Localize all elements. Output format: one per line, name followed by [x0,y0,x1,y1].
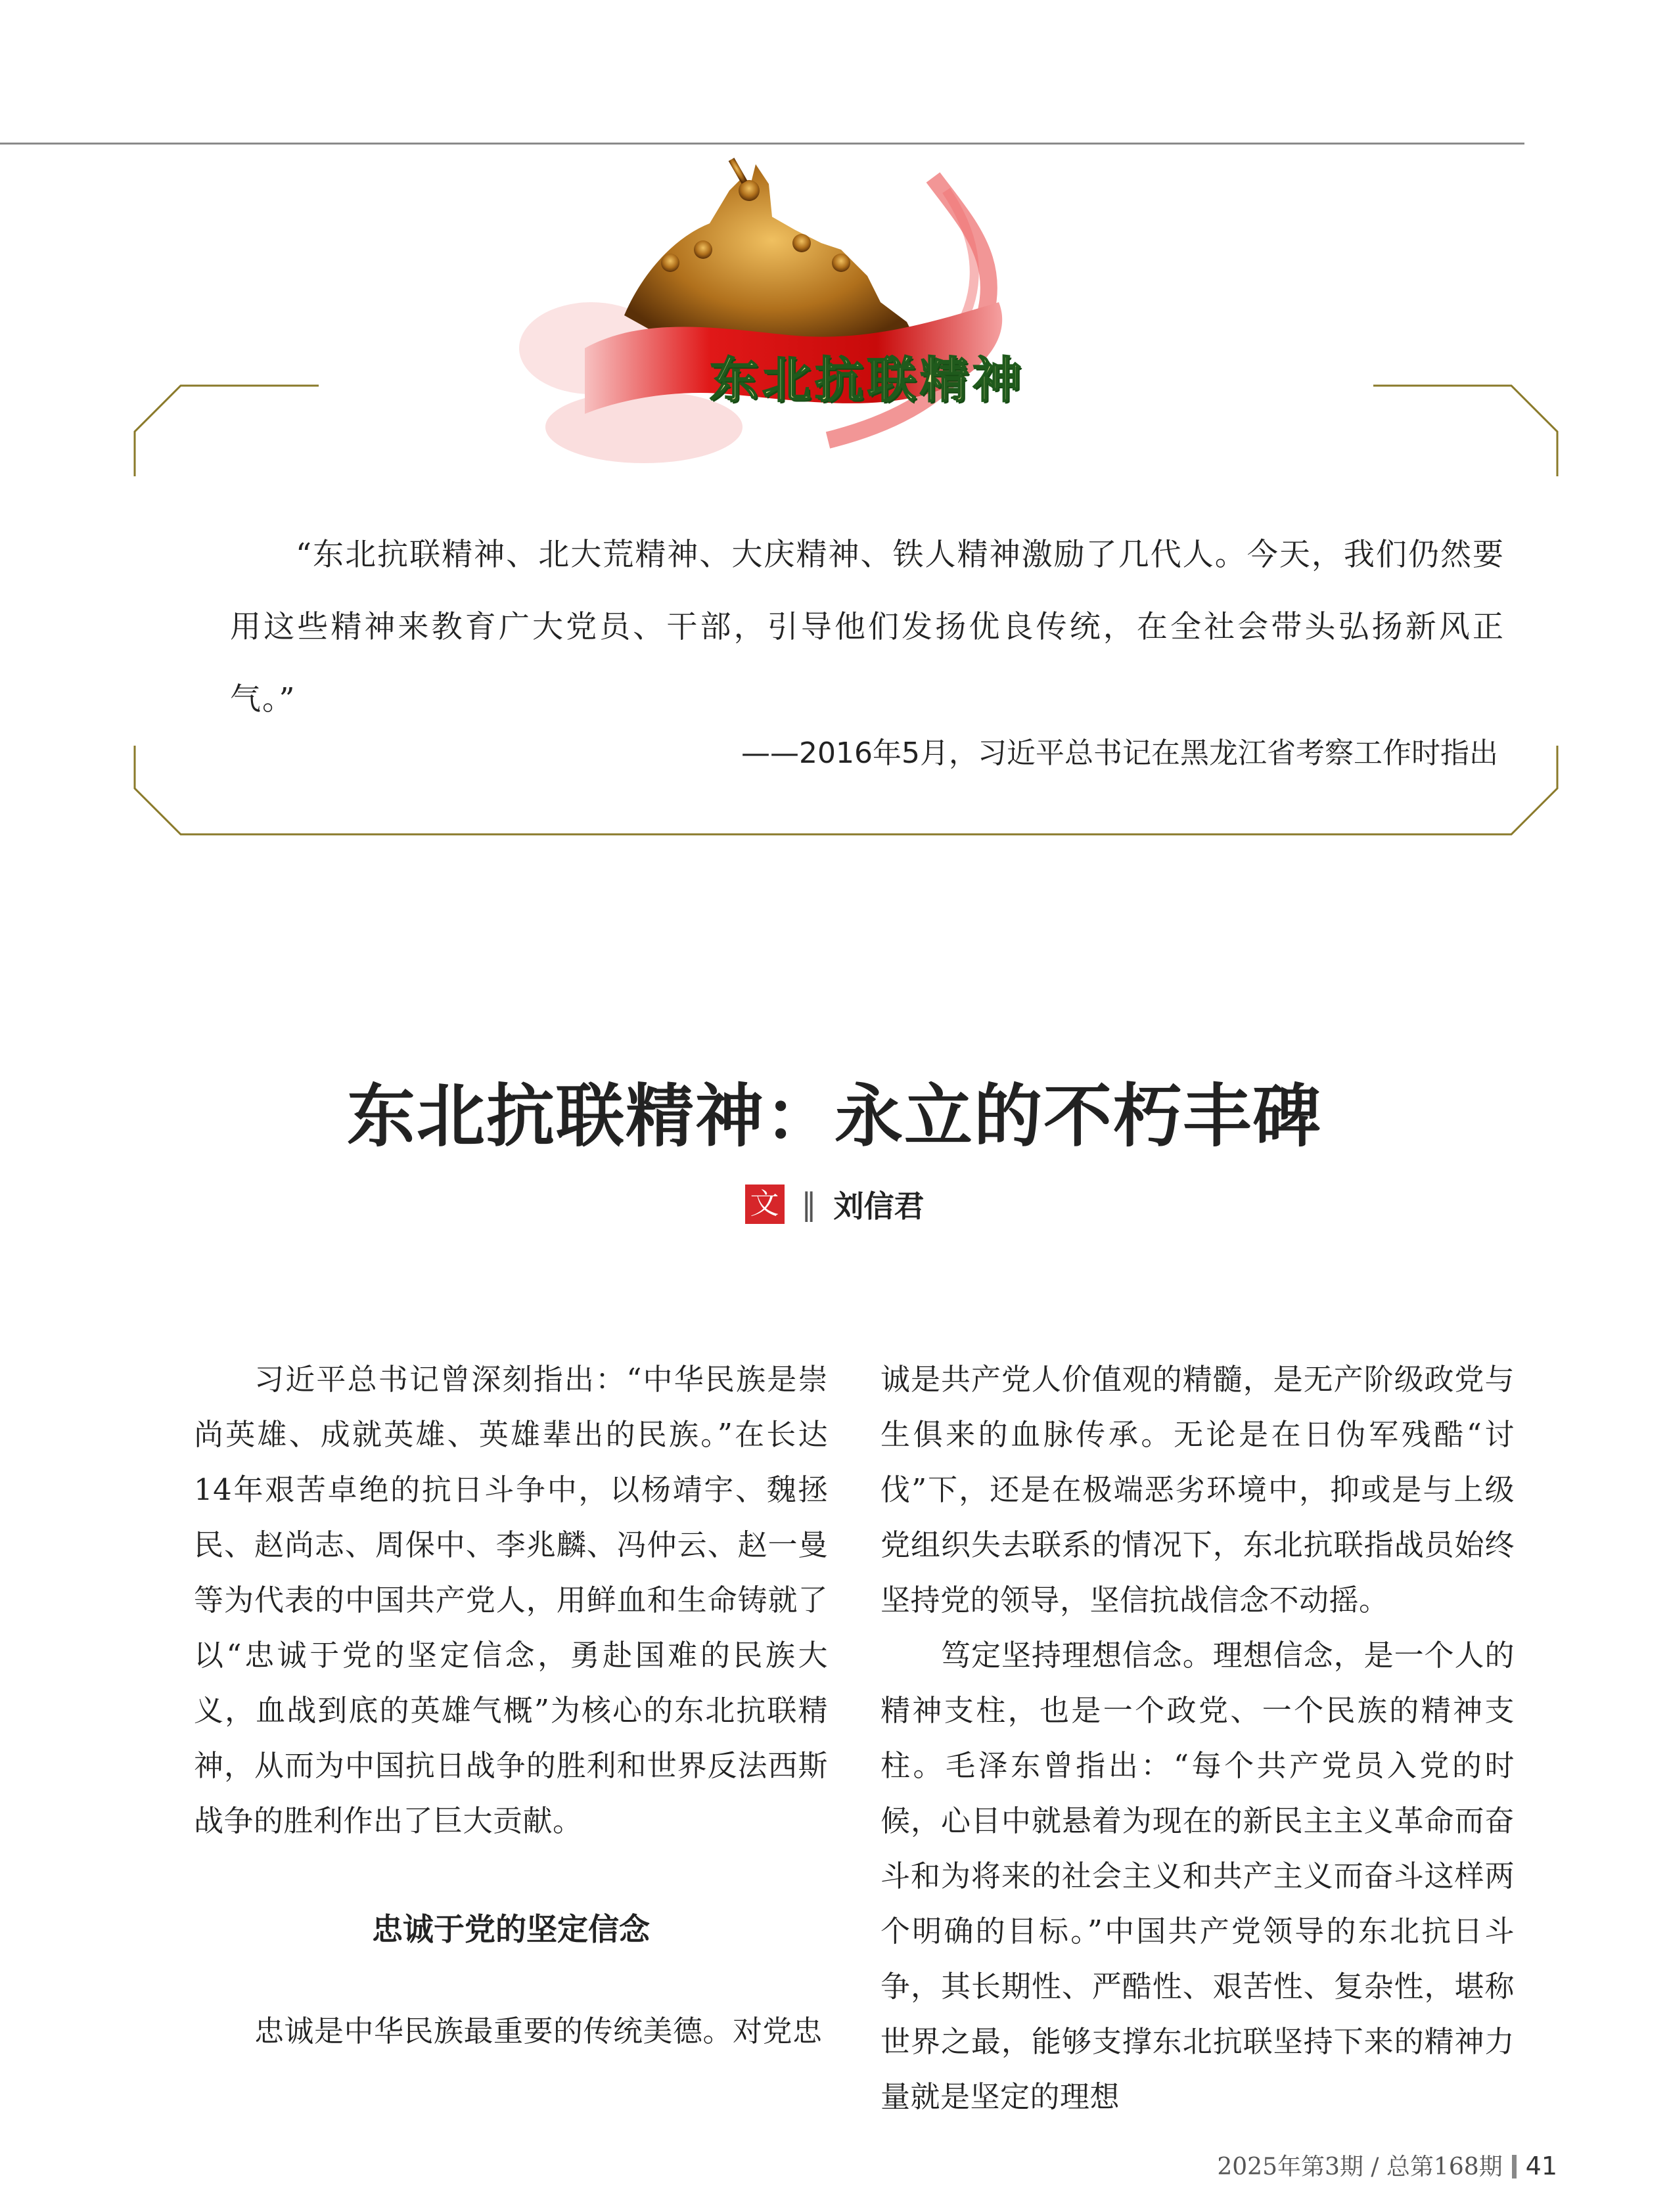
issue-info: 2025年第3期 / 总第168期 [1217,2154,1503,2180]
byline-label: 文 [745,1185,785,1224]
article-title: 东北抗联精神：永立的不朽丰碑 [346,1076,1322,1156]
banner-title: 东北抗联精神 [710,352,1025,409]
paragraph: 习近平总书记曾深刻指出：“中华民族是崇尚英雄、成就英雄、英雄辈出的民族。”在长达14年艰苦卓绝的抗日斗争中，以杨靖宇、魏拯民、赵尚志、周保中、李兆麟、冯仲云、赵一曼等为代表的中国共产党人，用鲜血和生命铸就了以“忠诚于党的坚定信念，勇赴国难的民族大义，血战到底的英雄气概”为核心的东北抗联精神，从而为中国抗日战争的胜利和世界反法西斯战争的胜利作出了巨大贡献。 [194,1362,828,1838]
paragraph: 笃定坚持理想信念。理想信念，是一个人的精神支柱，也是一个政党、一个民族的精神支柱。毛泽东曾指出：“每个共产党员入党的时候，心目中就悬着为现在的新民主主义革命而奋斗和为将来的社会主义和共产主义而奋斗这样两个明确的目标。”中国共产党领导的东北抗日斗争，其长期性、严酷性、艰苦性、复杂性，堪称世界之最，能够支撑东北抗联坚持下来的精神力量就是坚定的理想 [880,1638,1515,2114]
footer-divider [1512,2155,1517,2178]
section-heading: 忠诚于党的坚定信念 [372,1912,650,1948]
page-footer [1117,2148,1557,2182]
byline [0,1183,1669,1226]
quote-text: “东北抗联精神、北大荒精神、大庆精神、铁人精神激励了几代人。今天，我们仍然要用这些精神来教育广大党员、干部，引导他们发扬优良传统，在全社会带头弘扬新风正气。” [230,537,1505,717]
left-column-continued [194,2004,828,2059]
monument-sculpture [624,158,920,355]
author-name: 刘信君 [833,1188,925,1224]
paragraph: 忠诚是中华民族最重要的传统美德。对党忠 [254,2014,823,2048]
paragraph: 诚是共产党人价值观的精髓，是无产阶级政党与生俱来的血脉传承。无论是在日伪军残酷“讨伐”下，还是在极端恶劣环境中，抑或是与上级党组织失去联系的情况下，东北抗联指战员始终坚持党的领导，坚信抗战信念不动摇。 [880,1362,1515,1617]
page-number: 41 [1525,2152,1557,2180]
left-column [194,1352,828,1849]
quote-attribution: ——2016年5月，习近平总书记在黑龙江省考察工作时指出 [741,736,1498,770]
right-column [880,1352,1515,2125]
byline-separator: ‖ [801,1186,817,1222]
top-divider [0,143,1524,145]
